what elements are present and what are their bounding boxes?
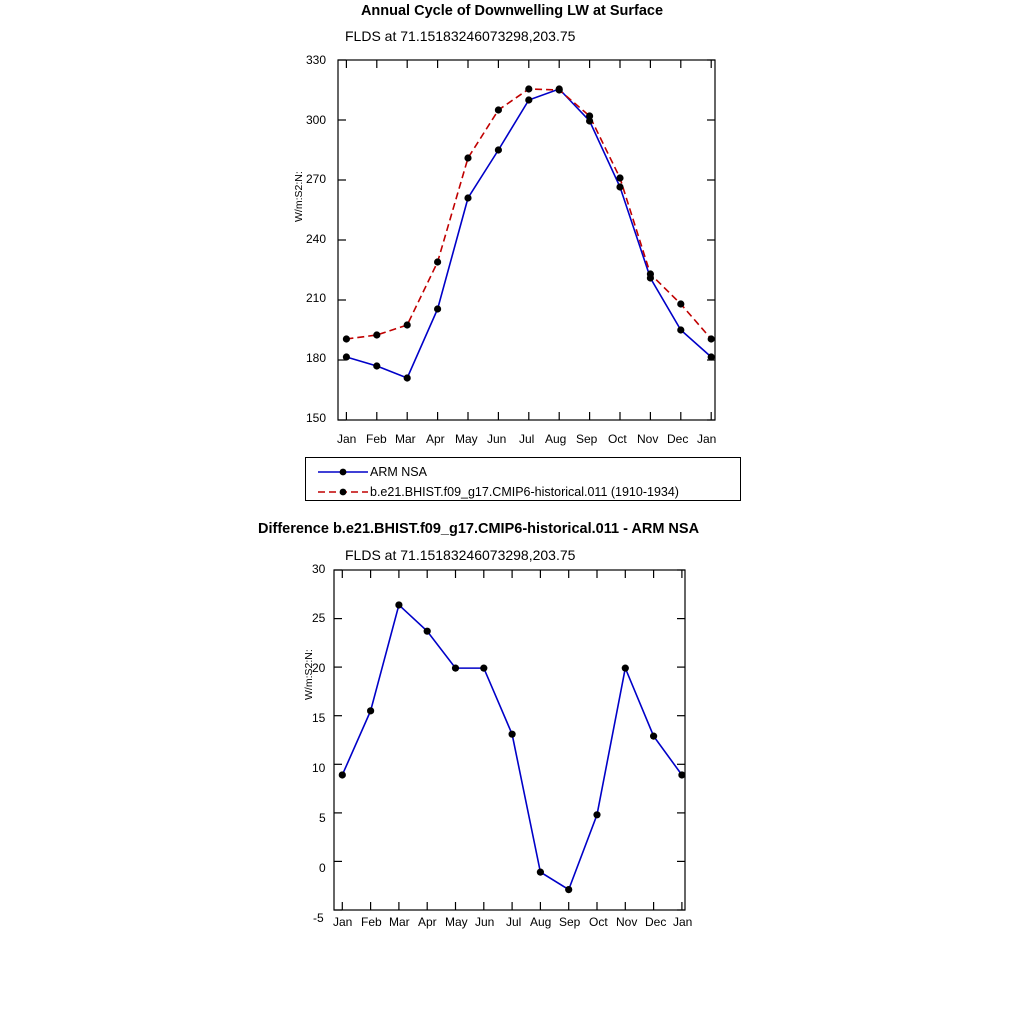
top-xtick-nov: Nov <box>637 432 659 446</box>
bottom-xtick-aug: Aug <box>530 915 552 929</box>
data-point <box>367 707 374 714</box>
bottom-ytick-5: 5 <box>319 811 326 825</box>
data-point <box>452 665 459 672</box>
top-xtick-mar: Mar <box>395 432 416 446</box>
top-ytick-300: 300 <box>306 113 327 127</box>
bottom-chart-ylabel: W/m:S2:N: <box>303 649 315 700</box>
legend-item-0-label: ARM NSA <box>370 465 427 479</box>
top-chart-plot <box>330 52 730 432</box>
bottom-ytick-30: 30 <box>312 562 326 576</box>
bottom-ytick-20: 20 <box>312 661 326 675</box>
data-point <box>525 85 532 92</box>
bottom-xtick-mar: Mar <box>389 915 410 929</box>
data-point <box>404 321 411 328</box>
bottom-chart-plot <box>326 562 706 932</box>
data-point <box>404 374 411 381</box>
data-point <box>434 258 441 265</box>
bottom-xtick-apr: Apr <box>418 915 437 929</box>
data-point <box>373 362 380 369</box>
top-xtick-jan-end: Jan <box>697 432 717 446</box>
top-xtick-jul: Jul <box>519 432 535 446</box>
data-point <box>537 869 544 876</box>
bottom-xtick-feb: Feb <box>361 915 382 929</box>
top-ytick-270: 270 <box>306 172 327 186</box>
legend-item-1-label: b.e21.BHIST.f09_g17.CMIP6-historical.011 (1910-1934) <box>370 485 679 499</box>
data-point <box>593 811 600 818</box>
bottom-xtick-sep: Sep <box>559 915 581 929</box>
top-chart-subtitle: FLDS at 71.15183246073298,203.75 <box>345 28 576 44</box>
data-point <box>708 335 715 342</box>
data-point <box>495 146 502 153</box>
data-point <box>464 194 471 201</box>
top-ytick-330: 330 <box>306 53 327 67</box>
data-point <box>343 335 350 342</box>
top-ytick-180: 180 <box>306 351 327 365</box>
data-point <box>339 771 346 778</box>
bottom-series-group <box>339 601 686 893</box>
data-point <box>556 86 563 93</box>
bottom-xtick-nov: Nov <box>616 915 638 929</box>
top-xtick-sep: Sep <box>576 432 598 446</box>
data-point <box>480 665 487 672</box>
bottom-xtick-jan-end: Jan <box>673 915 693 929</box>
top-ytick-240: 240 <box>306 232 327 246</box>
data-point <box>434 305 441 312</box>
series-line-0 <box>346 89 711 378</box>
series-line-1 <box>346 89 711 339</box>
bottom-ytick-15: 15 <box>312 711 326 725</box>
bottom-xtick-jan: Jan <box>333 915 353 929</box>
data-point <box>708 353 715 360</box>
bottom-ytick-neg5: -5 <box>313 911 324 925</box>
bottom-ytick-10: 10 <box>312 761 326 775</box>
bottom-xtick-jun: Jun <box>475 915 495 929</box>
data-point <box>622 665 629 672</box>
bottom-xtick-dec: Dec <box>645 915 667 929</box>
data-point <box>525 96 532 103</box>
bottom-xtick-jul: Jul <box>506 915 522 929</box>
top-ytick-210: 210 <box>306 291 327 305</box>
data-point <box>678 771 685 778</box>
data-point <box>509 731 516 738</box>
bottom-ytick-0: 0 <box>319 861 326 875</box>
data-point <box>395 601 402 608</box>
top-ytick-150: 150 <box>306 411 327 425</box>
top-xtick-dec: Dec <box>667 432 689 446</box>
series-line-0 <box>342 605 682 890</box>
data-point <box>373 331 380 338</box>
data-point <box>650 733 657 740</box>
data-point <box>677 300 684 307</box>
bottom-ytick-25: 25 <box>312 611 326 625</box>
data-point <box>647 270 654 277</box>
difference-title: Difference b.e21.BHIST.f09_g17.CMIP6-historical.011 - ARM NSA <box>258 521 700 537</box>
top-xtick-may: May <box>455 432 478 446</box>
top-xtick-aug: Aug <box>545 432 567 446</box>
data-point <box>565 886 572 893</box>
data-point <box>616 174 623 181</box>
data-point <box>343 353 350 360</box>
top-xtick-oct: Oct <box>608 432 627 446</box>
data-point <box>677 326 684 333</box>
bottom-chart-subtitle: FLDS at 71.15183246073298,203.75 <box>345 547 576 563</box>
top-chart-ylabel: W/m:S2:N: <box>293 171 305 222</box>
data-point <box>464 154 471 161</box>
data-point <box>586 112 593 119</box>
data-point <box>616 183 623 190</box>
top-xtick-jun: Jun <box>487 432 507 446</box>
data-point <box>424 628 431 635</box>
bottom-xtick-may: May <box>445 915 468 929</box>
top-xtick-jan: Jan <box>337 432 357 446</box>
data-point <box>495 106 502 113</box>
top-xtick-apr: Apr <box>426 432 445 446</box>
page-title: Annual Cycle of Downwelling LW at Surface <box>360 3 664 19</box>
bottom-xtick-oct: Oct <box>589 915 608 929</box>
top-series-group <box>343 85 715 381</box>
top-xtick-feb: Feb <box>366 432 387 446</box>
